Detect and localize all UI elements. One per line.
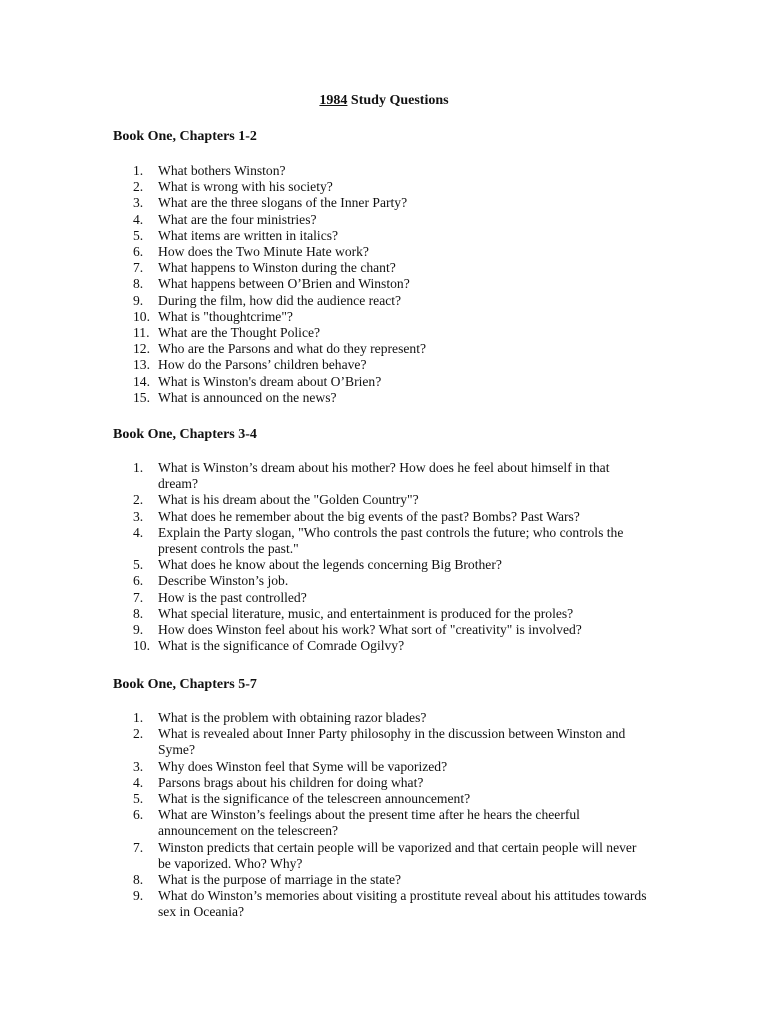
question-item: 3. What does he remember about the big events of the past? Bombs? Past Wars? <box>133 508 580 524</box>
question-item: 2. What is his dream about the "Golden Country"? <box>133 492 419 508</box>
question-item: 2. What is wrong with his society? <box>133 179 333 195</box>
question-list-chapters-1-2 <box>0 163 768 406</box>
question-item: 7. What happens to Winston during the chant? <box>133 260 396 276</box>
question-item: 10. What is "thoughtcrime"? <box>133 308 293 324</box>
question-item: 7. Winston predicts that certain people will be vaporized and that certain people will never be vaporized. Who? Why? <box>133 839 637 871</box>
question-item: 5. What items are written in italics? <box>133 227 339 243</box>
question-item: 6. Describe Winston’s job. <box>133 573 289 589</box>
question-list-chapters-3-4 <box>0 460 768 654</box>
page-title <box>0 92 768 110</box>
question-item: 14. What is Winston's dream about O’Brien? <box>133 373 382 389</box>
question-item: 5. What is the significance of the telescreen announcement? <box>133 791 471 807</box>
question-item: 6. What are Winston’s feelings about the present time after he hears the cheerful announcement on the telescreen? <box>133 807 580 839</box>
question-item: 2. What is revealed about Inner Party philosophy in the discussion between Winston and Syme? <box>133 726 626 758</box>
question-item: 4. What are the four ministries? <box>133 211 317 227</box>
question-list-chapters-5-7 <box>0 710 768 921</box>
title-book-name: 1984 <box>319 93 348 108</box>
question-item: 1. What is Winston’s dream about his mother? How does he feel about himself in that dream? <box>133 460 610 492</box>
question-item: 10. What is the significance of Comrade Ogilvy? <box>133 638 405 654</box>
question-item: 6. How does the Two Minute Hate work? <box>133 244 369 260</box>
question-item: 9. How does Winston feel about his work? What sort of "creativity" is involved? <box>133 622 582 638</box>
section-heading-chapters-1-2: Book One, Chapters 1-2 <box>113 129 257 144</box>
question-item: 5. What does he know about the legends concerning Big Brother? <box>133 557 502 573</box>
section-heading-chapters-5-7: Book One, Chapters 5-7 <box>113 677 257 692</box>
section-heading-chapters-3-4: Book One, Chapters 3-4 <box>113 427 257 442</box>
question-item: 1. What bothers Winston? <box>133 163 286 178</box>
question-item: 1. What is the problem with obtaining razor blades? <box>133 710 427 725</box>
question-item: 8. What is the purpose of marriage in the state? <box>133 872 402 888</box>
question-item: 4. Explain the Party slogan, "Who controls the past controls the future; who controls the present controls the past." <box>133 524 624 557</box>
question-item: 3. What are the three slogans of the Inner Party? <box>133 195 408 211</box>
question-item: 7. How is the past controlled? <box>133 589 307 605</box>
question-item: 9. During the film, how did the audience react? <box>133 292 402 308</box>
question-item: 9. What do Winston’s memories about visiting a prostitute reveal about his attitudes towards sex in Oceania? <box>133 888 647 920</box>
question-item: 12. Who are the Parsons and what do they represent? <box>133 341 427 357</box>
question-item: 3. Why does Winston feel that Syme will be vaporized? <box>133 758 448 774</box>
question-item: 15. What is announced on the news? <box>133 389 337 405</box>
question-item: 8. What happens between O’Brien and Winston? <box>133 276 410 292</box>
question-item: 4. Parsons brags about his children for doing what? <box>133 774 424 790</box>
question-item: 8. What special literature, music, and entertainment is produced for the proles? <box>133 605 574 621</box>
question-item: 11. What are the Thought Police? <box>133 325 321 341</box>
title-suffix: Study Questions <box>347 93 449 108</box>
question-item: 13. How do the Parsons’ children behave? <box>133 357 367 373</box>
